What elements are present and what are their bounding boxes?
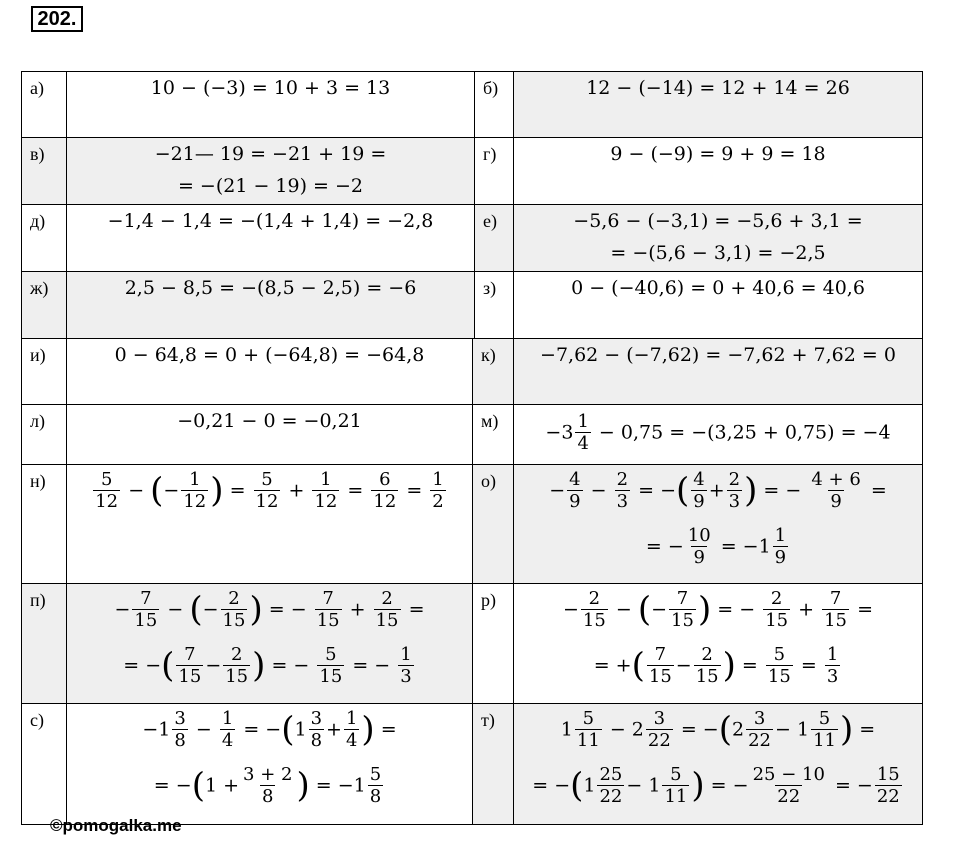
cell-g	[513, 137, 923, 205]
cell-t	[513, 703, 923, 825]
label-m: м)	[481, 411, 499, 431]
line-b1: 12 − (−14) = 12 + 14 = 26	[586, 77, 850, 99]
cell-s	[66, 703, 473, 825]
m-rest: − 0,75 = −(3,25 + 0,75) = −4	[592, 421, 891, 444]
cell-l-label	[21, 404, 67, 465]
s-frac-e: $\frac{1}{4}$	[345, 708, 358, 751]
cell-n-label	[21, 464, 67, 584]
cell-s-label	[21, 703, 67, 825]
t-frac-b: $\frac{3}{22}$	[647, 708, 671, 751]
p-frac-f: $\frac{7}{15}$	[178, 644, 202, 687]
watermark: ©pomogalka.me	[50, 816, 182, 835]
p-frac-g: $\frac{2}{15}$	[225, 644, 249, 687]
t-frac-i: $\frac{15}{22}$	[876, 764, 900, 807]
cell-e	[513, 204, 923, 272]
cell-d	[66, 204, 475, 272]
label-zh: ж)	[30, 278, 49, 298]
m-den: 4	[577, 433, 589, 454]
cell-n	[66, 464, 473, 584]
cell-t-label	[472, 703, 514, 825]
o-frac-c: $\frac{4}{9}$	[693, 469, 705, 512]
line-e1: −5,6 − (−3,1) = −5,6 + 3,1 =	[573, 210, 863, 232]
label-s: с)	[30, 710, 44, 730]
label-l: л)	[30, 411, 45, 431]
p-frac-a: $\frac{7}{15}$	[134, 588, 158, 631]
p-frac-c: $\frac{7}{15}$	[316, 588, 340, 631]
label-e: е)	[483, 211, 497, 231]
label-a: а)	[30, 78, 44, 98]
line-v2: = −(21 − 19) = −2	[177, 175, 364, 197]
cell-d-label	[21, 204, 67, 272]
n-eq3: =	[406, 479, 423, 502]
cell-p	[66, 583, 473, 704]
line-o2: = − $\frac{10}{9}$ = −1 $\frac{1}{9}$	[645, 525, 787, 568]
line-s1: −1 $\frac{3}{8}$ − $\frac{1}{4}$ = −(1 $\frac{3}{8}$ + $\frac{1}{4}$ ) =	[142, 708, 397, 751]
t-frac-a: $\frac{5}{11}$	[576, 708, 600, 751]
s-frac-b: $\frac{1}{4}$	[221, 708, 234, 751]
line-v1: −21— 19 = −21 + 19 =	[154, 143, 387, 165]
s-frac-c: $\frac{3}{8}$	[310, 708, 323, 751]
n-frac-e: $\frac{1}{12}$	[314, 469, 338, 512]
o-frac-b: $\frac{2}{3}$	[616, 469, 629, 512]
line-t1: 1 $\frac{5}{11}$ − 2 $\frac{3}{22}$ = −(2 $\frac{3}{22}$ − 1 $\frac{5}{11}$ ) =	[560, 708, 876, 751]
r-frac-f: $\frac{7}{15}$	[648, 644, 672, 687]
cell-k-label	[472, 338, 514, 405]
cell-a-label	[21, 71, 67, 138]
label-z: з)	[483, 278, 497, 298]
cell-b	[513, 71, 923, 138]
line-m1	[514, 411, 922, 454]
task-number: 202.	[31, 6, 83, 32]
n-plus: +	[288, 479, 305, 502]
n-eq1: =	[229, 479, 246, 502]
label-o: о)	[481, 471, 496, 491]
line-l1: −0,21 − 0 = −0,21	[177, 410, 362, 432]
label-n: н)	[30, 471, 46, 491]
n-frac-f: $\frac{6}{12}$	[373, 469, 397, 512]
m-num: 1	[577, 411, 589, 432]
t-frac-c: $\frac{3}{22}$	[748, 708, 771, 751]
cell-b-label	[474, 71, 514, 138]
cell-v-label	[21, 137, 67, 205]
s-frac-f: $\frac{3 + 2}{8}$	[243, 764, 293, 807]
o-frac-a: $\frac{4}{9}$	[569, 469, 581, 512]
r-frac-a: $\frac{2}{15}$	[582, 588, 606, 631]
line-d1: −1,4 − 1,4 = −(1,4 + 1,4) = −2,8	[107, 210, 434, 232]
r-frac-h: $\frac{5}{15}$	[767, 644, 791, 687]
line-k1: −7,62 − (−7,62) = −7,62 + 7,62 = 0	[540, 344, 896, 366]
n-frac-b: $\frac{1}{12}$	[183, 469, 207, 512]
label-d: д)	[30, 211, 46, 231]
t-frac-h: $\frac{25 - 10}{22}$	[752, 764, 825, 807]
label-t: т)	[481, 710, 495, 730]
cell-a	[66, 71, 475, 138]
n-eq2: =	[347, 479, 364, 502]
r-frac-e: $\frac{7}{15}$	[824, 588, 848, 631]
r-frac-c: $\frac{2}{15}$	[765, 588, 789, 631]
n-frac-g: $\frac{1}{2}$	[432, 469, 444, 512]
p-frac-i: $\frac{1}{3}$	[400, 644, 412, 687]
s-frac-a: $\frac{3}{8}$	[174, 708, 186, 751]
m-whole: −3	[545, 421, 574, 444]
r-frac-b: $\frac{7}{15}$	[671, 588, 694, 631]
cell-zh-label	[21, 271, 67, 339]
o-frac-f: $\frac{4 + 6}{9}$	[811, 469, 861, 512]
label-k: к)	[481, 345, 496, 365]
line-r2: = +( $\frac{7}{15}$ − $\frac{2}{15}$ ) = $\frac{5}{15}$ = $\frac{1}{3}$	[593, 644, 839, 687]
line-a1: 10 − (−3) = 10 + 3 = 13	[150, 77, 391, 99]
label-p: п)	[30, 590, 46, 610]
m-frac	[575, 411, 590, 454]
p-frac-e: $\frac{2}{15}$	[375, 588, 399, 631]
r-frac-g: $\frac{2}{15}$	[695, 644, 719, 687]
cell-p-label	[21, 583, 67, 704]
line-g1: 9 − (−9) = 9 + 9 = 18	[610, 143, 826, 165]
cell-e-label	[474, 204, 514, 272]
o-frac-g: $\frac{10}{9}$	[687, 525, 711, 568]
label-v: в)	[30, 144, 45, 164]
cell-m	[513, 404, 923, 465]
n-minus: −	[163, 479, 180, 502]
cell-i-label	[21, 338, 67, 405]
n-lparen: (	[150, 470, 164, 511]
line-z1: 0 − (−40,6) = 0 + 40,6 = 40,6	[571, 277, 865, 299]
s-frac-g: $\frac{5}{8}$	[369, 764, 382, 807]
cell-i	[66, 338, 473, 405]
label-g: г)	[483, 144, 497, 164]
n-rparen: )	[210, 470, 224, 511]
line-o1: − $\frac{4}{9}$ − $\frac{2}{3}$ = −( $\frac{4}{9}$ + $\frac{2}{3}$ ) = − $\frac{4 + 6}{9}$ =	[549, 469, 887, 512]
cell-r	[513, 583, 923, 704]
line-t2: = −(1 $\frac{25}{22}$ − 1 $\frac{5}{11}$ ) = − $\frac{25 - 10}{22}$ = − $\frac{15}{22}$	[532, 764, 900, 807]
t-frac-g: $\frac{5}{11}$	[664, 764, 688, 807]
cell-zh	[66, 271, 475, 339]
cell-m-label	[472, 404, 514, 465]
cell-o-label	[472, 464, 514, 584]
cell-z	[513, 271, 923, 339]
n-op: −	[128, 479, 145, 502]
label-b: б)	[483, 78, 499, 98]
cell-z-label	[474, 271, 514, 339]
cell-k	[513, 338, 923, 405]
n-frac-a: $\frac{5}{12}$	[95, 469, 119, 512]
line-p2: = −( $\frac{7}{15}$ − $\frac{2}{15}$ ) = − $\frac{5}{15}$ = − $\frac{1}{3}$	[123, 644, 412, 687]
label-i: и)	[30, 345, 46, 365]
t-frac-f: $\frac{25}{22}$	[599, 764, 623, 807]
n-frac-c: $\frac{5}{12}$	[255, 469, 279, 512]
o-frac-h: $\frac{1}{9}$	[774, 525, 787, 568]
line-r1: − $\frac{2}{15}$ − (− $\frac{7}{15}$ ) = − $\frac{2}{15}$ + $\frac{7}{15}$ =	[563, 588, 873, 631]
cell-g-label	[474, 137, 514, 205]
r-frac-i: $\frac{1}{3}$	[826, 644, 839, 687]
line-n1	[67, 469, 472, 512]
line-s2: = −(1 + $\frac{3 + 2}{8}$ ) = −1 $\frac{5}{8}$	[153, 764, 382, 807]
label-r: р)	[481, 590, 496, 610]
line-i1: 0 − 64,8 = 0 + (−64,8) = −64,8	[114, 344, 425, 366]
o-frac-e: $\frac{2}{3}$	[728, 469, 741, 512]
line-e2: = −(5,6 − 3,1) = −2,5	[610, 242, 826, 264]
cell-v	[66, 137, 475, 205]
p-frac-h: $\frac{5}{15}$	[319, 644, 343, 687]
line-zh1: 2,5 − 8,5 = −(8,5 − 2,5) = −6	[124, 277, 417, 299]
t-frac-e: $\frac{5}{11}$	[813, 708, 836, 751]
cell-r-label	[472, 583, 514, 704]
cell-o	[513, 464, 923, 584]
line-p1: − $\frac{7}{15}$ − (− $\frac{2}{15}$ ) = − $\frac{7}{15}$ + $\frac{2}{15}$ =	[114, 588, 425, 631]
p-frac-b: $\frac{2}{15}$	[222, 588, 246, 631]
cell-l	[66, 404, 473, 465]
